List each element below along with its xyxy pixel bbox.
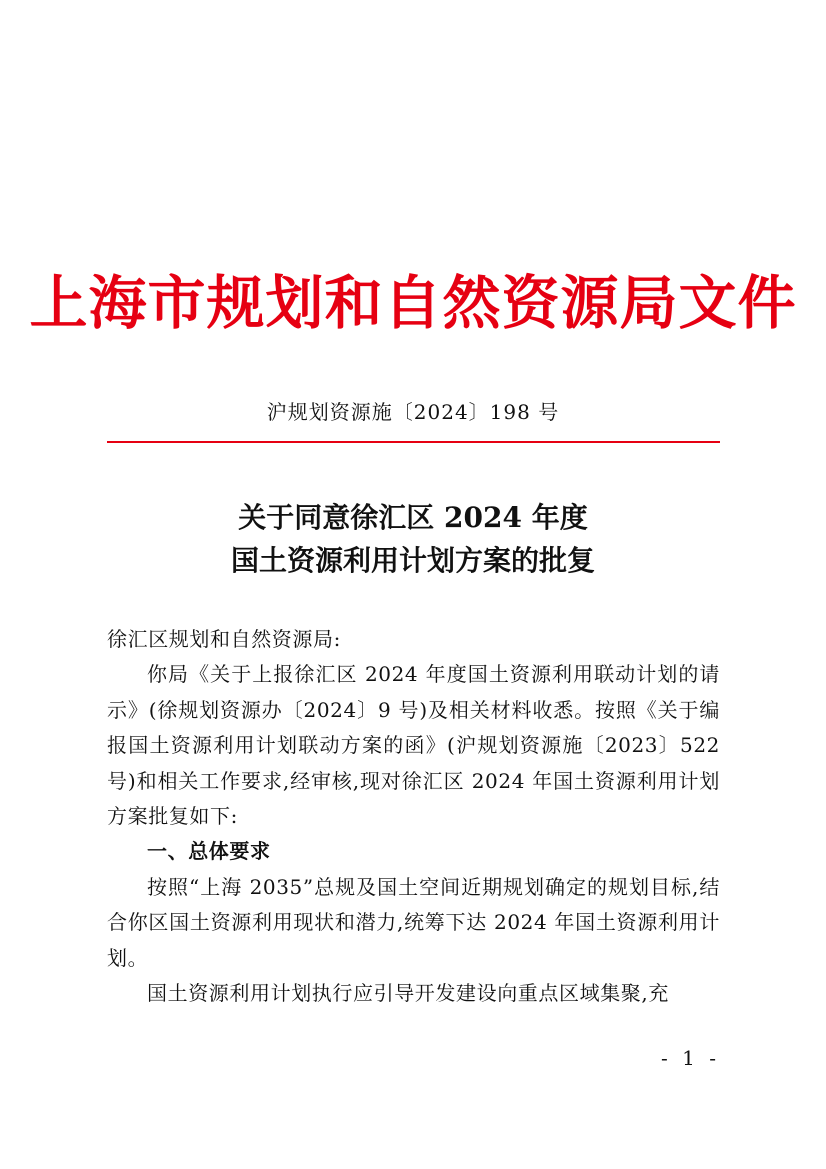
section-heading-1: 一、总体要求 <box>147 839 271 864</box>
issuing-authority-header: 上海市规划和自然资源局文件 <box>29 269 797 337</box>
page-number: - 1 - <box>661 1046 720 1070</box>
document-body <box>107 622 720 1011</box>
document-title-line-1: 关于同意徐汇区 2024 年度 <box>238 501 588 534</box>
body-paragraph-1: 你局《关于上报徐汇区 2024 年度国土资源利用联动计划的请示》(徐规划资源办〔2024〕9 号)及相关材料收悉。按照《关于编报国土资源利用计划联动方案的函》(沪规划资源施〔2023〕522 号)和相关工作要求,经审核,现对徐汇区 2024 年国土资源利用计划方案批复如下: <box>107 662 720 829</box>
salutation: 徐汇区规划和自然资源局: <box>107 627 341 651</box>
document-number: 沪规划资源施〔2024〕198 号 <box>266 400 560 424</box>
body-paragraph-2: 按照“上海 2035”总规及国土空间近期规划确定的规划目标,结合你区国土资源利用现状和潜力,统筹下达 2024 年国土资源利用计划。 <box>107 874 720 970</box>
red-divider-line <box>107 441 720 443</box>
document-title-line-2: 国土资源利用计划方案的批复 <box>230 544 595 577</box>
body-paragraph-3: 国土资源利用计划执行应引导开发建设向重点区域集聚,充 <box>147 981 669 1006</box>
